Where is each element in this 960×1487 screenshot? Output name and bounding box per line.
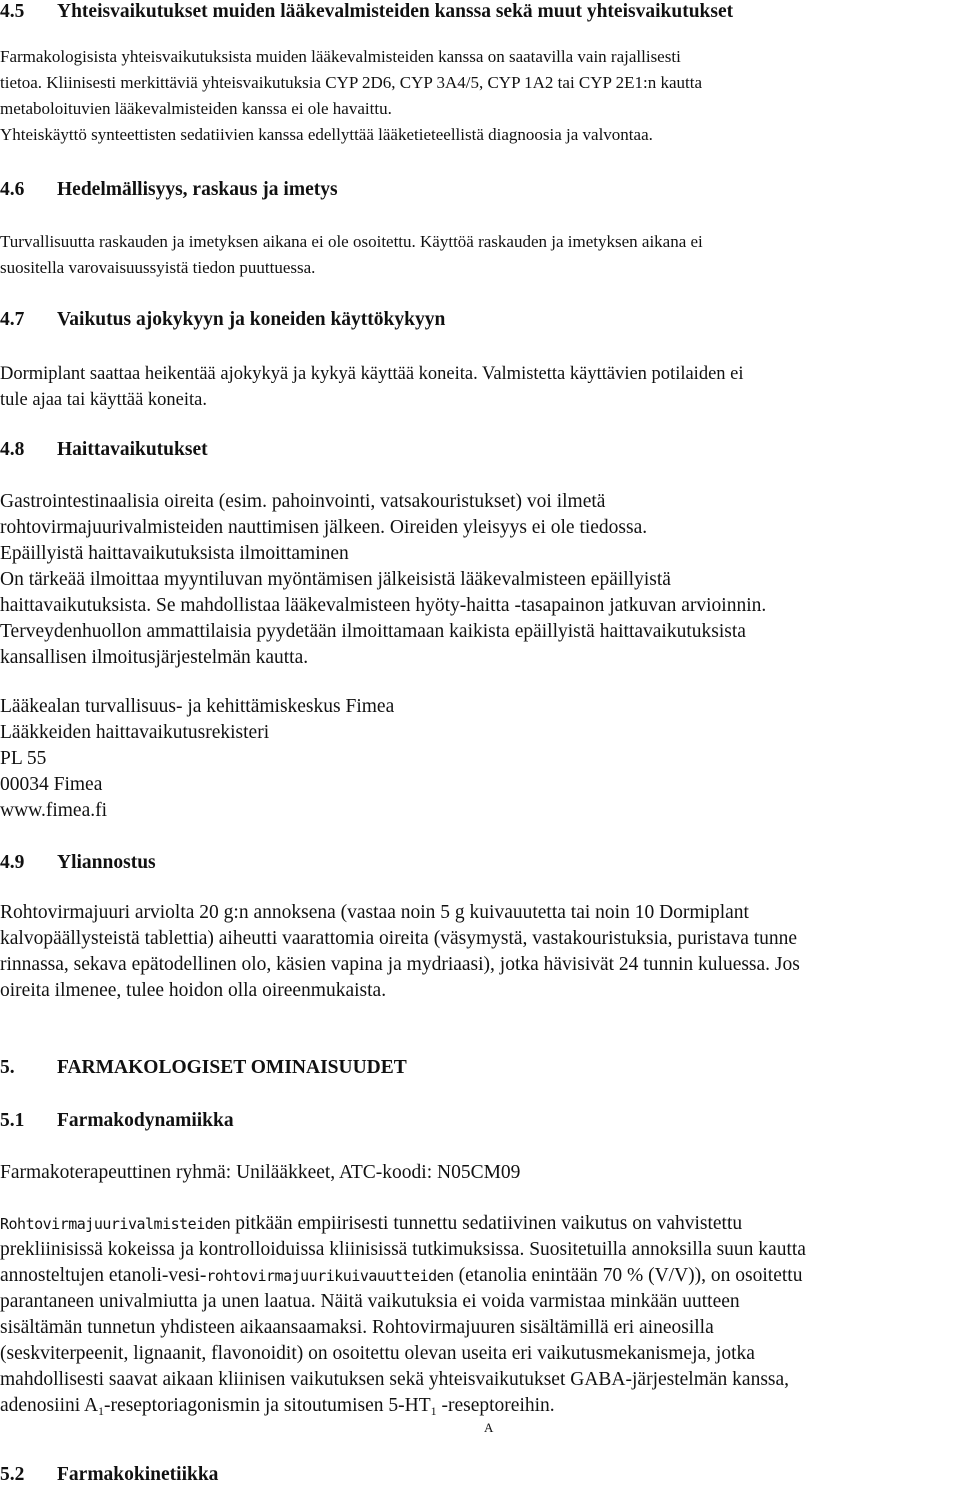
text-line: Gastrointestinaalisia oireita (esim. pahoinvointi, vatsakouristukset) voi ilmetä	[0, 491, 606, 512]
section-title: Haittavaikutukset	[57, 439, 208, 460]
text-fragment: adenosiini A	[0, 1395, 99, 1416]
text-line: sisältämän tunnetun yhdisteen aikaansaamaksi. Rohtovirmajuuren sisältämillä eri aineosilla	[0, 1317, 714, 1338]
section-number: 5.2	[0, 1464, 25, 1485]
section-number: 4.8	[0, 439, 25, 460]
section-heading-4-7	[0, 308, 445, 332]
section-number: 5.1	[0, 1110, 25, 1131]
text-line	[0, 1211, 806, 1237]
text-line: rohtovirmajuurivalmisteiden nauttimisen jälkeen. Oireiden yleisyys ei ole tiedossa.	[0, 517, 648, 538]
address-line: 00034 Fimea	[0, 774, 103, 795]
text-line: Epäillyistä haittavaikutuksista ilmoittaminen	[0, 543, 349, 564]
subscript-letter: A	[484, 1420, 494, 1435]
paragraph-overdose	[0, 900, 800, 1004]
condensed-term: Rohtovirmajuurivalmisteiden	[0, 1215, 231, 1233]
text-line: oireita ilmenee, tulee hoidon olla oireenmukaista.	[0, 980, 387, 1001]
address-line: Lääkkeiden haittavaikutusrekisteri	[0, 722, 270, 743]
text-line: tule ajaa tai käyttää koneita.	[0, 390, 207, 410]
section-title: Yhteisvaikutukset muiden lääkevalmisteiden kanssa sekä muut yhteisvaikutukset	[57, 1, 734, 22]
text-line: prekliinisissä kokeissa ja kontrolloiduissa kliinisissä tutkimuksissa. Suositetuilla annoksilla suun kautta	[0, 1239, 806, 1260]
reporting-address	[0, 694, 394, 824]
text-line: Dormiplant saattaa heikentää ajokykyä ja kykyä käyttää koneita. Valmistetta käyttävien potilaiden ei	[0, 364, 744, 384]
text-line: On tärkeää ilmoittaa myyntiluvan myöntämisen jälkeisistä lääkevalmisteen epäillyistä	[0, 569, 671, 590]
section-title: Yliannostus	[57, 852, 156, 873]
section-heading-5-1	[0, 1109, 234, 1133]
section-heading-4-8	[0, 438, 208, 462]
text-line: Rohtovirmajuuri arviolta 20 g:n annoksena (vastaa noin 5 g kuivauutetta tai noin 10 Dormiplant	[0, 902, 749, 923]
text-line	[0, 1393, 806, 1435]
section-number: 4.6	[0, 179, 25, 200]
text-line: suositella varovaisuussyistä tiedon puuttuessa.	[0, 258, 316, 277]
section-title: FARMAKOLOGISET OMINAISUUDET	[57, 1057, 407, 1078]
text-line: tietoa. Kliinisesti merkittäviä yhteisvaikutuksia CYP 2D6, CYP 3A4/5, CYP 1A2 tai CYP 2E1:n kautta	[0, 73, 702, 92]
text-line: kansallisen ilmoitusjärjestelmän kautta.	[0, 647, 309, 668]
section-number: 4.5	[0, 1, 25, 22]
text-line: (seskviterpeenit, lignaanit, flavonoidit) on osoitettu olevan useita eri vaikutusmekanismeja, jotka	[0, 1343, 755, 1364]
paragraph-interactions	[0, 44, 702, 148]
address-line: www.fimea.fi	[0, 800, 108, 821]
text-line: Yhteiskäyttö synteettisten sedatiivien kanssa edellyttää lääketieteellistä diagnoosia ja valvontaa.	[0, 125, 653, 144]
paragraph-pregnancy	[0, 229, 703, 281]
text-line: metaboloituvien lääkevalmisteiden kanssa ei ole havaittu.	[0, 99, 392, 118]
text-line: Farmakoterapeuttinen ryhmä: Unilääkkeet, ATC-koodi: N05CM09	[0, 1162, 521, 1183]
text-line: Terveydenhuollon ammattilaisia pyydetään ilmoittamaan kaikista epäillyistä haittavaikutuksista	[0, 621, 746, 642]
subscript: 1	[98, 1404, 105, 1418]
text-fragment: pitkään empiirisesti tunnettu sedatiivinen vaikutus on vahvistettu	[230, 1213, 743, 1234]
section-number: 4.7	[0, 309, 25, 330]
subscript: 1	[430, 1404, 437, 1418]
text-line: Turvallisuutta raskauden ja imetyksen aikana ei ole osoitettu. Käyttöä raskauden ja imetyksen aikana ei	[0, 232, 703, 251]
condensed-term: rohtovirmajuurikuivauutteiden	[206, 1267, 454, 1285]
section-heading-5-2	[0, 1463, 218, 1487]
text-line: haittavaikutuksista. Se mahdollistaa lääkevalmisteen hyöty-haitta -tasapainon jatkuvan arvioinnin.	[0, 595, 767, 616]
text-fragment: (etanolia enintään 70 % (V/V)), on osoitettu	[453, 1265, 803, 1286]
text-fragment: -reseptoriagonismin ja sitoutumisen 5-HT	[104, 1395, 431, 1416]
text-line: rinnassa, sekava epätodellinen olo, käsien vapina ja mydriaasi), jotka hävisivät 24 tunnin kuluessa. Jos	[0, 954, 800, 975]
section-heading-5	[0, 1056, 407, 1080]
address-line: PL 55	[0, 748, 47, 769]
paragraph-adverse-effects	[0, 489, 766, 671]
pharmacotherapeutic-group	[0, 1160, 520, 1186]
paragraph-driving	[0, 361, 744, 413]
section-number: 4.9	[0, 852, 25, 873]
text-line: parantaneen univalmiutta ja unen laatua. Näitä vaikutuksia ei voida varmistaa minkään uutteen	[0, 1291, 740, 1312]
paragraph-pharmacodynamics	[0, 1211, 806, 1435]
section-heading-4-6	[0, 178, 338, 202]
section-heading-4-9	[0, 851, 156, 875]
section-title: Farmakodynamiikka	[57, 1110, 234, 1131]
section-title: Vaikutus ajokykyyn ja koneiden käyttökykyyn	[57, 309, 446, 330]
section-title: Hedelmällisyys, raskaus ja imetys	[57, 179, 338, 200]
section-number: 5.	[0, 1057, 15, 1078]
text-fragment: annosteltujen etanoli-vesi-	[0, 1265, 207, 1286]
address-line: Lääkealan turvallisuus- ja kehittämiskeskus Fimea	[0, 696, 395, 717]
text-fragment: -reseptoreihin.	[436, 1395, 555, 1416]
text-line	[0, 1263, 806, 1289]
section-title: Farmakokinetiikka	[57, 1464, 219, 1485]
text-line: mahdollisesti saavat aikaan kliinisen vaikutuksen sekä yhteisvaikutukset GABA-järjestelmän kanssa,	[0, 1369, 790, 1390]
text-line: kalvopäällysteistä tablettia) aiheutti vaarattomia oireita (väsymystä, vastakouristuksia, puristava tunne	[0, 928, 798, 949]
text-line: Farmakologisista yhteisvaikutuksista muiden lääkevalmisteiden kanssa on saatavilla vain rajallisesti	[0, 47, 681, 66]
section-heading-4-5	[0, 0, 733, 24]
